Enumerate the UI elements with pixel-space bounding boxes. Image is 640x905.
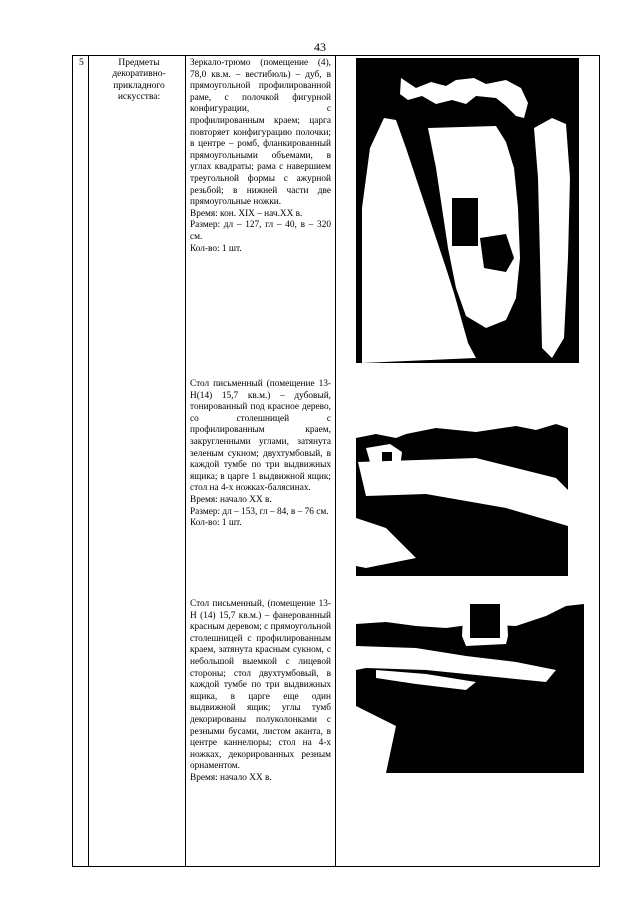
row-number: 5 xyxy=(79,58,84,68)
inventory-table xyxy=(72,55,600,867)
item-text: Стол письменный (помещение 13-Н(14) 15,7 кв.м.) – дубовый, тонированный под красное дерево, со столешницей с профилированным краем, закругленными углами, затянута зеленым сукном; двухтумбовый, в каждой тумбе по три выдвижных ящика; в царге 1 выдвижной ящик; стол на 4-х ножках-балясинах. xyxy=(190,379,331,494)
item-time: Время: начало XX в. xyxy=(190,494,272,505)
item-qty: Кол-во: 1 шт. xyxy=(190,518,242,529)
item-size: Размер: дл – 153, гл – 84, в – 76 см. xyxy=(190,506,329,517)
mirror-photo xyxy=(356,58,579,363)
column-divider xyxy=(335,56,336,866)
item-description-desk-1 xyxy=(190,379,331,530)
desk-1-photo xyxy=(356,398,568,576)
category-cell: Предметы декоративно-прикладного искусства: xyxy=(112,58,166,103)
item-text: Стол письменный, (помещение 13-Н (14) 15,7 кв.м.) – фанерованный красным деревом; с прямоугольной столешницей с профилированным краем, затянута красным сукном, с небольшой выемкой с лицевой стороны; стол двухтумбовый, в каждой тумбе по три выдвижных ящика, в царге еще один выдвижной ящик; углы тумб декорированы полуколонками с резными бусами, листом аканта, в центре каннелюры; стол на 4-х ножках, декорированных резным орнаментом. xyxy=(190,599,331,772)
item-description-desk-2 xyxy=(190,599,331,785)
item-time: Время: кон. XIX – нач.XX в. xyxy=(190,208,303,219)
item-text: Зеркало-трюмо (помещение (4), 78,0 кв.м. – вестибюль) – дуб, в прямоугольной профилированной раме, с полочкой фигурной конфигурации, с профилированным краем; царга повторяет конфигурацию полочки; в центре – ромб, фланкированный прямоугольными объемами, в углах квадраты; рама с навершием треугольной формы с ажурной резьбой; в нижней части две прямоугольные ножки. xyxy=(190,58,331,208)
item-qty: Кол-во: 1 шт. xyxy=(190,243,242,254)
column-divider xyxy=(88,56,89,866)
page-number: 43 xyxy=(314,40,326,54)
column-divider xyxy=(185,56,186,866)
item-size: Размер: дл – 127, гл – 40, в – 320 см. xyxy=(190,220,331,242)
desk-2-photo xyxy=(356,586,584,773)
item-description-mirror xyxy=(190,58,331,255)
item-time: Время: начало XX в. xyxy=(190,772,272,783)
